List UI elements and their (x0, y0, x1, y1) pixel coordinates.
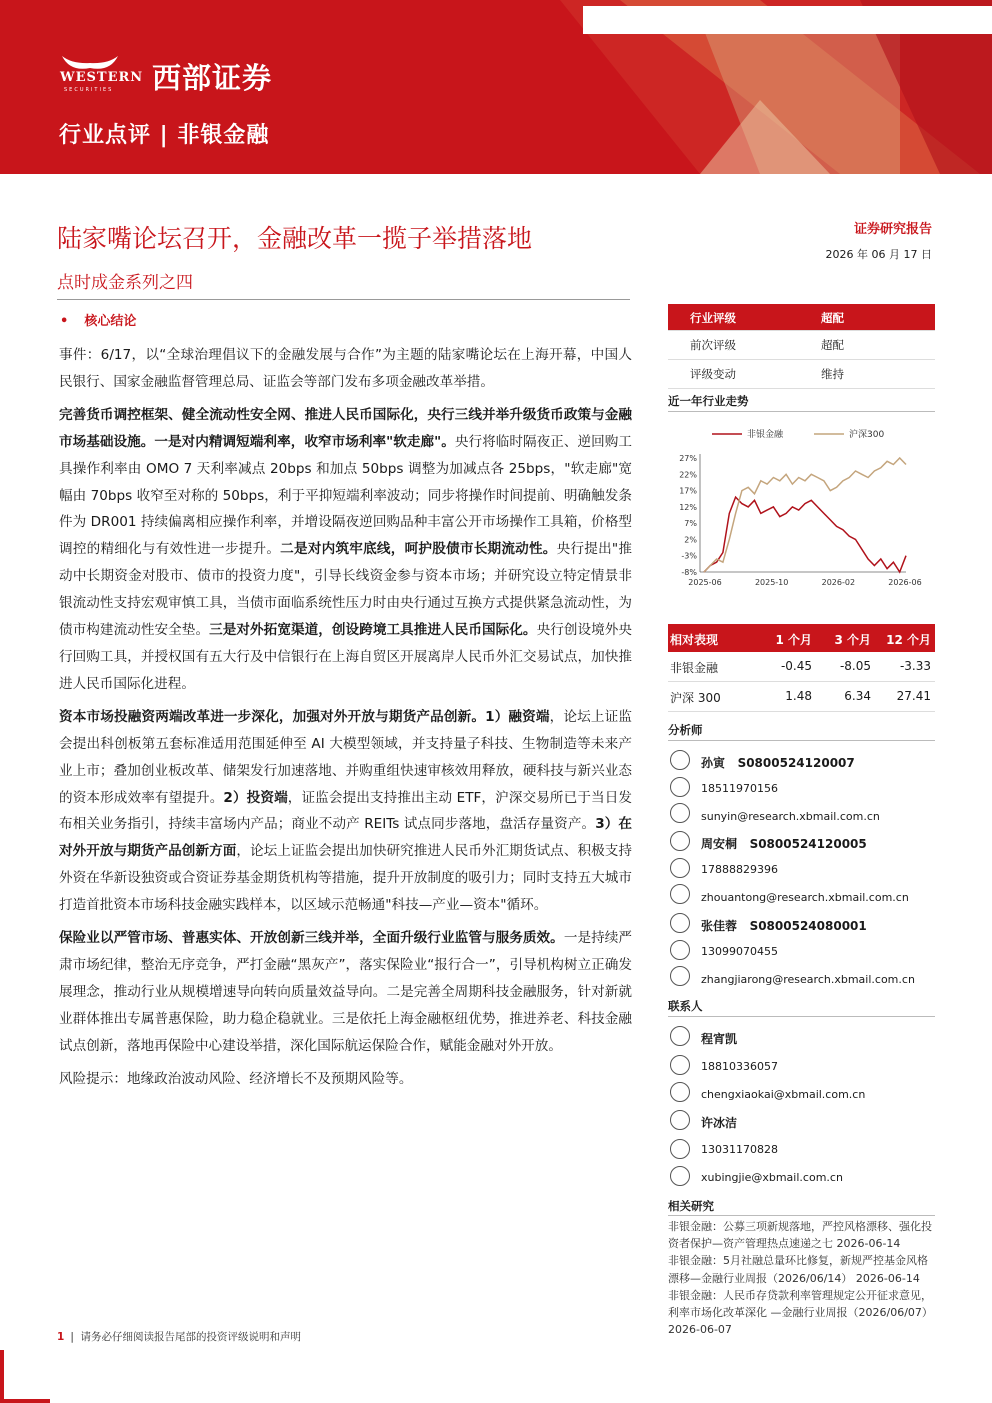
corner-mark (0, 1399, 50, 1403)
report-type: 证券研究报告 (853, 222, 932, 237)
rating-header-row (668, 304, 935, 331)
person-icon (670, 1026, 690, 1046)
core-conclusion-heading (60, 310, 136, 329)
paragraph-risk: 风险提示：地缘政治波动风险、经济增长不及预期风险等。 (59, 1070, 413, 1087)
y-tick-label: -8% (681, 568, 697, 577)
bold-text: 二是对内筑牢底线，呵护股债市长期流动性。 (280, 541, 557, 558)
x-tick-label: 2026-06 (888, 578, 922, 587)
phone-icon (670, 777, 690, 797)
bullet-icon: • (60, 314, 69, 329)
phone-icon (670, 940, 690, 960)
related-title: 相关研究 (668, 1199, 714, 1213)
analyst-name-line (701, 835, 867, 852)
footer-disclaimer: 请务必仔细阅读报告尾部的投资评级说明和声明 (80, 1331, 302, 1343)
divider (668, 1215, 935, 1216)
analyst-email: sunyin@research.xbmail.com.cn (701, 810, 880, 823)
contact-email: chengxiaokai@xbmail.com.cn (701, 1088, 866, 1101)
body-text: 央行创设境外央行回购工具，并授权国有五大行及中信银行在上海自贸区开展离岸人民币外汇交易试点，加快推进人民币国际化进程。 (59, 622, 633, 692)
body-text: ，证监会提出支持推出主动 ETF，沪深交易所已于当日发布相关业务指引，持续丰富场内产品；商业不动产 REITs 试点同步落地，盘活存量资产。 (59, 789, 633, 833)
x-tick-label: 2026-02 (821, 578, 856, 587)
y-tick-label: 2% (684, 535, 697, 545)
paragraph-event: 事件：6/17，以“全球治理倡议下的金融发展与合作”为主题的陆家嘴论坛在上海开幕，中国人民银行、国家金融监督管理总局、证监会等部门发布多项金融改革举措。 (59, 347, 632, 390)
analyst-email: zhouantong@research.xbmail.com.cn (701, 891, 909, 904)
bold-text: 保险业以严管市场、普惠实体、开放创新三线并举，全面升级行业监管与服务质效。 (59, 930, 564, 947)
perf-cell: -8.05 (839, 659, 871, 673)
performance-header-row (668, 624, 935, 652)
logo-english: WESTERN (60, 70, 144, 85)
phone-icon (670, 1055, 690, 1075)
contact-phone: 18810336057 (701, 1060, 778, 1073)
rating-value: 超配 (821, 311, 844, 325)
email-icon (670, 803, 690, 823)
contact-email: xubingjie@xbmail.com.cn (701, 1171, 843, 1184)
analyst-cert: S0800524120005 (749, 837, 867, 851)
rating-value: 超配 (821, 338, 844, 352)
body-text: 一是持续严肃市场纪律，整治无序竞争，严打金融“黑灰产”，落实保险业“报行合一”，引导机构树立正确发展理念，推动行业从规模增速导向转向质量效益导向。二是完善全周期科技金融服务，针对新就业群体推出专属普惠保险，助力稳企稳就业。三是依托上海金融枢纽优势，推进养老、科技金融试点创新，落地再保险中心建设举措，深化国际航运保险合作，赋能金融对外开放。 (59, 930, 632, 1054)
perf-col-header: 12 个月 (886, 633, 931, 647)
corner-mark (0, 1350, 4, 1403)
header-banner (0, 0, 992, 174)
divider (668, 1016, 935, 1017)
email-icon (670, 1082, 690, 1102)
trend-title: 近一年行业走势 (668, 394, 749, 408)
perf-cell: 27.41 (896, 689, 931, 703)
analyst-phone: 13099070455 (701, 945, 778, 958)
rating-row (668, 360, 935, 389)
y-tick-label: 27% (679, 454, 697, 463)
body-text: 央行提出"推动中长期资金对股市、债市的投资力度"，引导长线资金参与资本市场；并研究设立特定情景非银流动性支持宏观审慎工具，当债市面临系统性压力时由央行通过互换方式提供紧急流动性，为债市构建流动性安全垫。 (59, 541, 633, 639)
bold-text: 三是对外拓宽渠道，创设跨境工具推进人民币国际化。 (209, 622, 537, 639)
page-number: 1 (57, 1331, 65, 1343)
perf-col-header: 相对表现 (670, 633, 719, 647)
analyst-phone: 18511970156 (701, 782, 778, 795)
x-tick-label: 2025-06 (688, 578, 722, 587)
rating-label: 评级变动 (690, 367, 736, 381)
related-item[interactable]: 非银金融：人民币存贷款利率管理规定公开征求意见，利率市场化改革深化 —金融行业周报（2026/06/07） 2026-06-07 (668, 1288, 933, 1337)
email-icon (670, 966, 690, 986)
y-tick-label: 7% (684, 519, 697, 529)
analyst-email: zhangjiarong@research.xbmail.com.cn (701, 973, 915, 986)
related-list (668, 1218, 935, 1338)
perf-col-header: 1 个月 (775, 633, 812, 647)
y-tick-label: 22% (679, 470, 697, 480)
analyst-cert: S0800524080001 (749, 919, 867, 933)
analyst-name-line (701, 754, 855, 771)
banner-title: 行业点评 | 非银金融 (59, 123, 270, 148)
bold-text: 资本市场投融资两端改革进一步深化，加强对外开放与期货产品创新。1）融资端 (59, 708, 550, 725)
related-item[interactable]: 非银金融：公募三项新规落地，严控风格漂移、强化投资者保护—资产管理热点速递之七 2026-06-14 (668, 1220, 932, 1251)
contact-name: 程宵凯 (701, 1032, 738, 1046)
perf-cell: 1.48 (785, 689, 812, 703)
person-icon (670, 750, 690, 770)
main-body (59, 342, 632, 1098)
bold-text: 3）在对外开放与期货产品创新方面 (59, 816, 632, 860)
page-footer (57, 1329, 301, 1344)
paragraph-capital-market (59, 704, 632, 919)
perf-col-header: 3 个月 (834, 633, 871, 647)
report-date: 2026 年 06 月 17 日 (825, 248, 932, 261)
analysts-title: 分析师 (668, 723, 703, 737)
top-white-box (583, 6, 992, 34)
series-line (704, 458, 906, 572)
title-divider (57, 299, 630, 300)
rating-row (668, 331, 935, 360)
performance-row (668, 682, 935, 712)
person-icon (670, 1110, 690, 1130)
body-text: ，论坛上证监会提出加快研究推进人民币外汇期货试点、积极支持外资在华新设独资或合资证券基金期货机构等措施，提升开放制度的吸引力；同时支持五大城市打造首批资本市场科技金融实践样本，以区域示范畅通"科技—产业—资本"循环。 (59, 843, 633, 914)
core-heading-label: 核心结论 (84, 314, 137, 329)
perf-cell: -3.33 (899, 659, 931, 673)
bold-text: 2）投资端 (223, 789, 288, 806)
perf-cell: 非银金融 (670, 661, 719, 675)
body-text: 央行将临时隔夜正、逆回购工具操作利率由 OMO 7 天利率减点 20bps 和加点 50bps 调整为加减点各 25bps，"软走廊"宽幅由 70bps 收窄至对称的 50bps，利于平抑短端利率波动；同步将操作时间提前、明确触发条件为 DR001 持续偏离相应操作利率，并增设隔夜逆回购品种丰富公开市场操作工具箱，价格型调控的精细化与有效性进一步提升。 (59, 433, 633, 558)
analyst-name: 孙寅 (701, 756, 726, 770)
related-item[interactable]: 非银金融：5月社融总量环比修复，新规严控基金风格漂移—金融行业周报（2026/06/14） 2026-06-14 (668, 1254, 928, 1285)
person-icon (670, 913, 690, 933)
email-icon (670, 884, 690, 904)
rating-table (668, 304, 935, 389)
rating-label: 行业评级 (690, 311, 736, 325)
analyst-name-line (701, 917, 867, 934)
email-icon (670, 1166, 690, 1186)
body-text: ，论坛上证监会提出科创板第五套标准适用范围延伸至 AI 大模型领域，并支持量子科技、生物制造等未来产业上市；叠加创业板改革、储架发行加速落地、并购重组快速审核效用释放，硬科技与新兴业态的资本形成效率有望提升。 (59, 708, 632, 806)
footer-separator: | (70, 1331, 74, 1343)
trend-chart (668, 416, 935, 598)
performance-row (668, 652, 935, 682)
divider (668, 411, 935, 412)
logo-chinese: 西部证券 (152, 61, 273, 95)
y-tick-label: 17% (679, 486, 697, 496)
perf-cell: 沪深 300 (670, 691, 721, 705)
perf-cell: 6.34 (844, 689, 871, 703)
report-subtitle: 点时成金系列之四 (57, 273, 193, 293)
contact-phone: 13031170828 (701, 1143, 778, 1156)
analyst-cert: S0800524120007 (737, 756, 855, 770)
contacts-title: 联系人 (668, 999, 703, 1013)
analyst-name: 张佳蓉 (701, 919, 738, 933)
contact-name: 许冰洁 (701, 1116, 738, 1130)
x-tick-label: 2025-10 (754, 578, 789, 587)
perf-cell: -0.45 (780, 659, 812, 673)
paragraph-insurance (59, 925, 632, 1060)
logo-subtitle: SECURITIES (64, 87, 114, 93)
bold-text: 完善货币调控框架、健全流动性安全网、推进人民币国际化，央行三线并举升级货币政策与金融市场基础设施。一是对内精调短端利率，收窄市场利率"软走廊"。 (59, 406, 632, 450)
report-title: 陆家嘴论坛召开，金融改革一揽子举措落地 (57, 224, 533, 253)
divider (668, 740, 935, 741)
phone-icon (670, 858, 690, 878)
analyst-phone: 17888829396 (701, 863, 778, 876)
performance-table (668, 624, 935, 712)
rating-label: 前次评级 (690, 338, 736, 352)
legend-label: 沪深300 (849, 430, 885, 440)
y-tick-label: 12% (679, 502, 697, 512)
paragraph-monetary (59, 402, 632, 698)
person-icon (670, 831, 690, 851)
analyst-name: 周安桐 (701, 837, 738, 851)
series-line (704, 497, 906, 572)
phone-icon (670, 1139, 690, 1159)
legend-label: 非银金融 (747, 430, 784, 440)
y-tick-label: -3% (681, 551, 697, 561)
rating-value: 维持 (821, 367, 844, 381)
